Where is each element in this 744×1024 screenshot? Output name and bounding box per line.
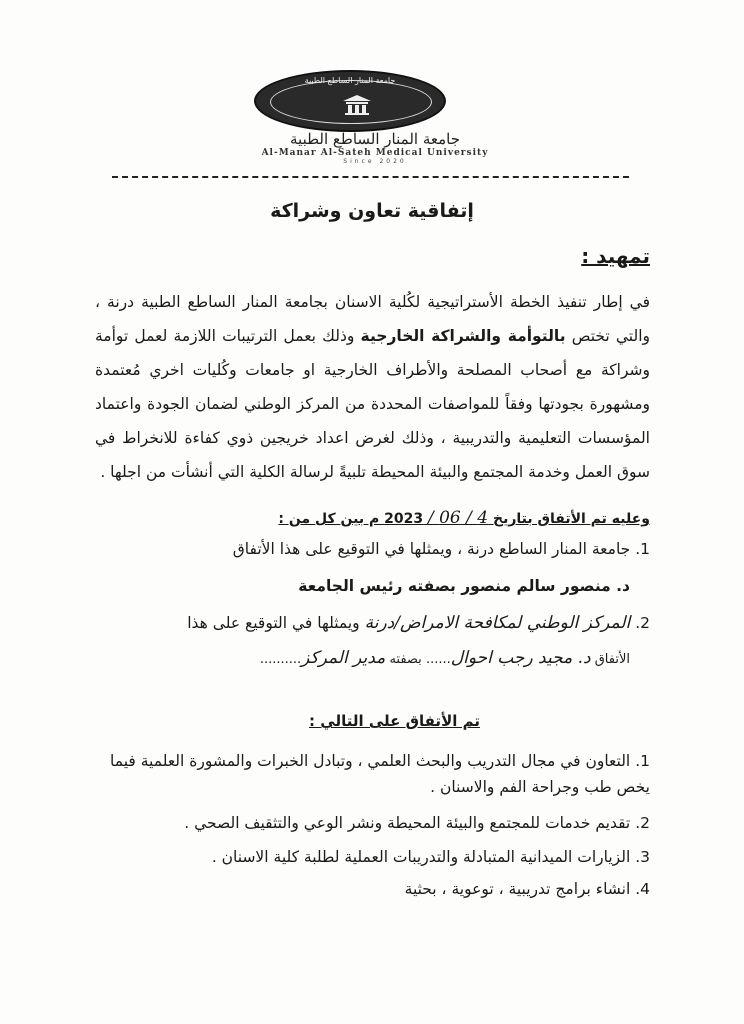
intro-heading: تمهيد : (581, 244, 650, 268)
party-text: جامعة المنار الساطع درنة ، ويمثلها في التوقيع على هذا الأتفاق (232, 540, 631, 558)
handwritten-representative: د. مجيد رجب احوال (450, 648, 591, 668)
university-since: Since 2020 (343, 158, 407, 165)
handwritten-date: 4 / 06 / (427, 508, 489, 528)
agreed-item (184, 814, 650, 832)
handwritten-capacity: مدير المركز (301, 648, 386, 668)
party-item (187, 613, 650, 633)
parties-heading-prefix: وعليه تم الأتفاق بتاريخ (492, 511, 650, 527)
item-number: 1. (635, 752, 650, 770)
agreed-item (405, 880, 650, 898)
agreed-item (212, 848, 650, 866)
parties-heading (180, 508, 650, 528)
university-name-arabic: جامعة المنار الساطع الطبية (290, 130, 460, 148)
item-text: انشاء برامج تدريبية ، توعوية ، بحثية (404, 880, 631, 898)
intro-text-cont: وذلك بعمل الترتيبات اللازمة لعمل توأمة وشراكة مع أصحاب المصلحة والأطراف الخارجية او جامعات وكُليات اخري مُعتمدة ومشهورة بجودتها وفقاً للمواصفات المحددة من المركز الوطني لضمان الجودة واعتماد المؤسسات التعليمية والتدريبية ، وذلك لغرض اعداد خريجين ذوي كفاءة للانخراط في سوق العمل وخدمة المجتمع والبيئة المحيطة تلبيةً لرسالة الكلية التي أنشأت من اجلها . (95, 327, 650, 481)
intro-text: في إطار تنفيذ الخطة الأستراتيجية لكُلية الاسنان بجامعة المنار الساطع الطبية درنة ، والتي تختص (95, 293, 651, 345)
party-item (233, 540, 650, 558)
party-text: ويمثلها في التوقيع على هذا (187, 614, 360, 632)
university-name-english: Al-Manar Al-Sateh Medical University (261, 148, 489, 158)
party-representative: الأتفاق د. مجيد رجب احوال...... بصفته مدير المركز.......... (259, 648, 630, 668)
party-number: 2. (635, 614, 650, 632)
item-text: تقديم خدمات للمجتمع والبيئة المحيطة ونشر الوعي والتثقيف الصحي . (184, 814, 631, 832)
building-icon (342, 94, 372, 116)
agreed-item (105, 748, 650, 800)
agreed-heading: تم الأتفاق على التالي : (309, 712, 480, 730)
item-text: التعاون في مجال التدريب والبحث العلمي ، وتبادل الخبرات والمشورة العلمية فيما يخص طب وجراحة الفم والاسنان . (110, 752, 650, 796)
seal-text: جامعة المنار الساطع الطبية (304, 76, 396, 85)
item-number: 4. (635, 880, 650, 898)
header-divider (112, 176, 629, 178)
item-text: الزيارات الميدانية المتبادلة والتدريبات العملية لطلبة كلية الاسنان . (211, 848, 631, 866)
item-number: 2. (635, 814, 650, 832)
parties-heading-suffix: 2023 م بين كل من : (278, 511, 424, 527)
capacity-label: بصفته (389, 652, 422, 667)
party-representative: د. منصور سالم منصور بصفته رئيس الجامعة (298, 577, 630, 595)
intro-paragraph (95, 285, 650, 489)
item-number: 3. (635, 848, 650, 866)
party-text: الأتفاق (594, 652, 630, 667)
document-title: إتفاقية تعاون وشراكة (270, 200, 474, 222)
intro-bold-text: بالتوأمة والشراكة الخارجية (360, 327, 566, 345)
university-seal (254, 70, 446, 132)
party-number: 1. (635, 540, 650, 558)
handwritten-organization: المركز الوطني لمكافحة الامراض/درنة (364, 613, 631, 633)
university-letterhead (250, 62, 500, 165)
